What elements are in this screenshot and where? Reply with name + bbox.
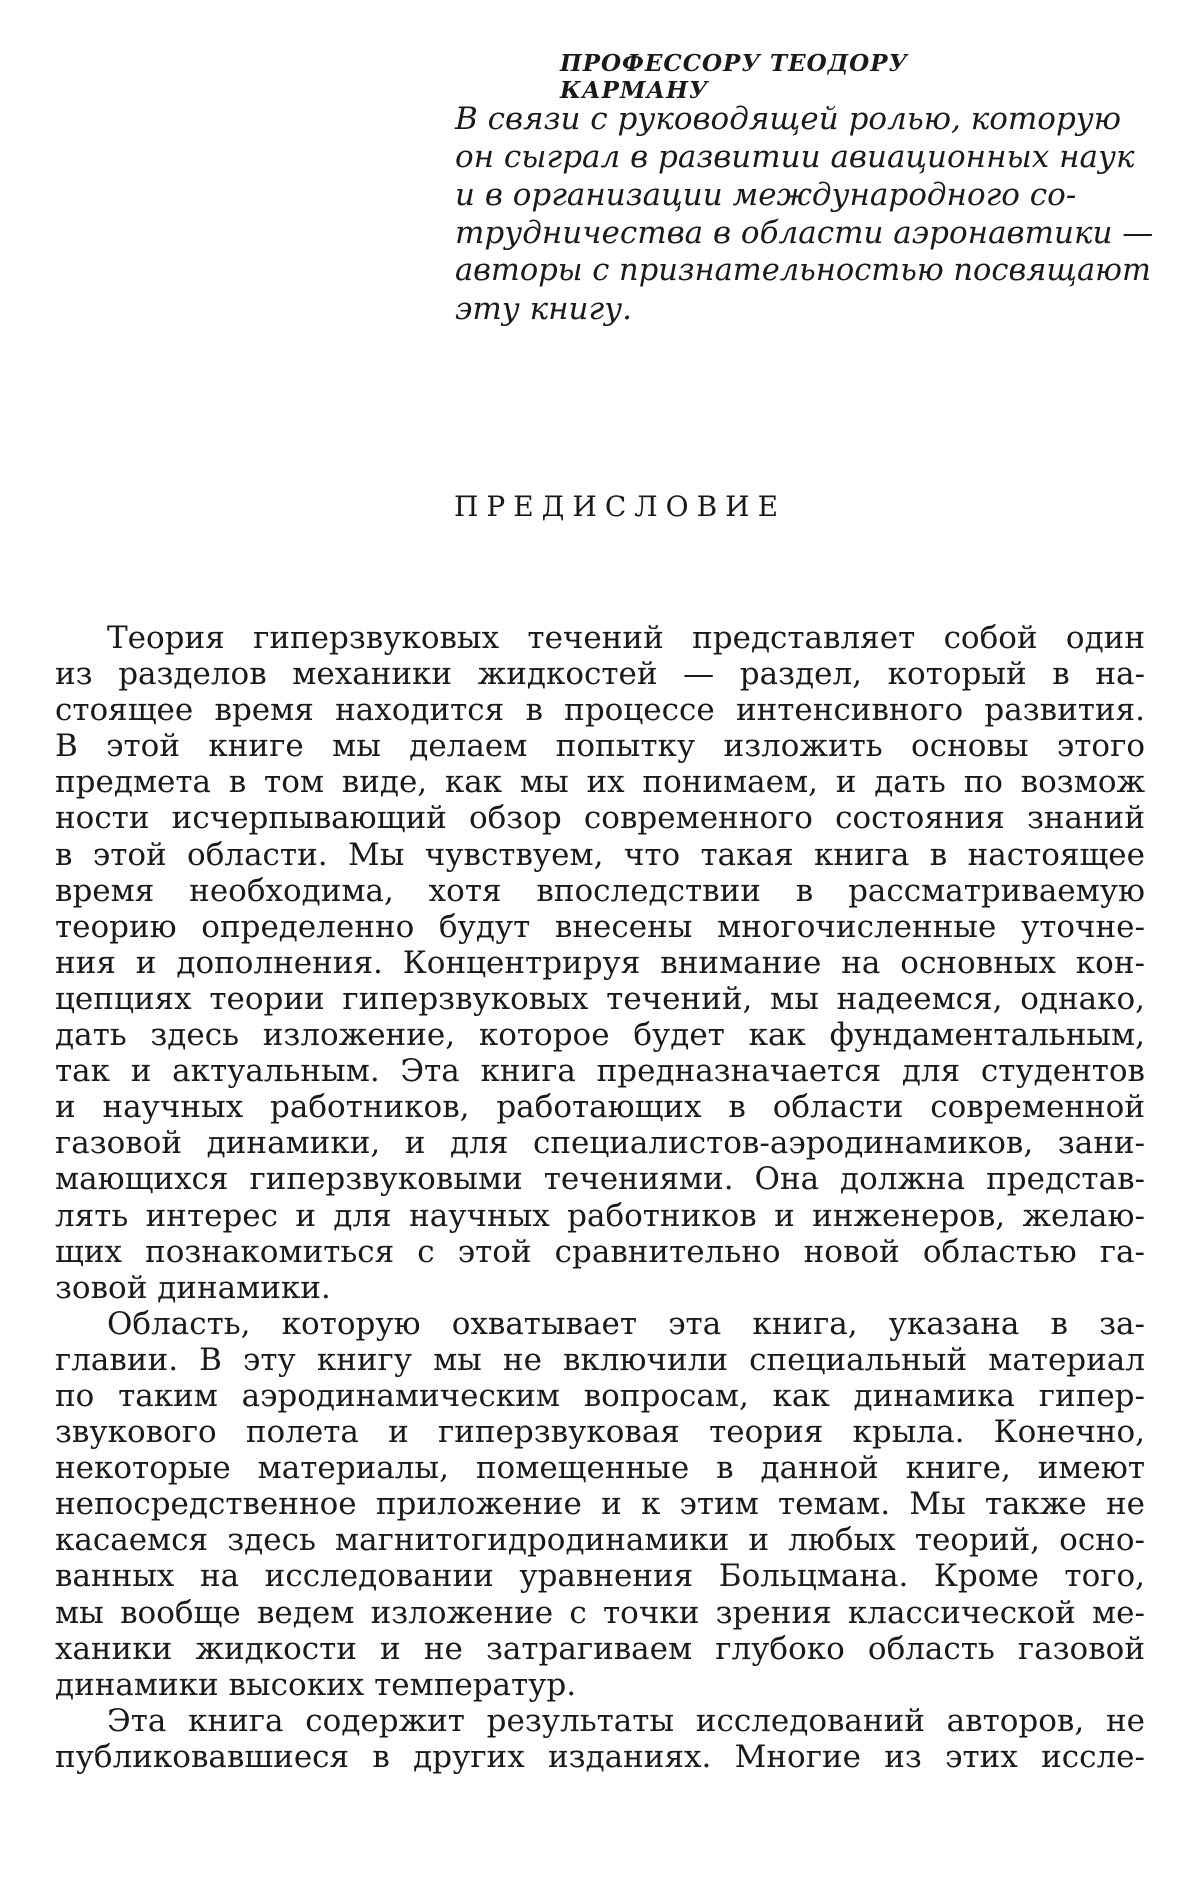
text-line: предмета в том виде, как мы их понимаем, и дать по возмож	[55, 764, 1145, 801]
text-line: теорию определенно будут внесены многочисленные уточне-	[55, 908, 1145, 945]
preface-paragraph-1	[55, 620, 1145, 1306]
dedication-heading: ПРОФЕССОРУ ТЕОДОРУ КАРМАНУ	[560, 50, 909, 104]
text-line: в этой области. Мы чувствуем, что такая книга в настоящее	[55, 836, 1145, 873]
dedication-line: трудничества в области аэронавтики —	[455, 215, 1154, 251]
text-line: звукового полета и гиперзвуковая теория крыла. Конечно,	[55, 1414, 1145, 1451]
text-line: и научных работников, работающих в области современной	[55, 1089, 1145, 1126]
text-line: ванных на исследовании уравнения Больцмана. Кроме того,	[55, 1558, 1145, 1595]
text-line: лять интерес и для научных работников и инженеров, желаю-	[55, 1197, 1145, 1234]
text-line: ности исчерпывающий обзор современного состояния знаний	[55, 800, 1145, 837]
preface-paragraph-3	[55, 1703, 1145, 1775]
text-line: мы вообще ведем изложение с точки зрения классической ме-	[55, 1594, 1145, 1631]
text-line: главии. В эту книгу мы не включили специальный материал	[55, 1341, 1145, 1378]
preface-body	[55, 620, 1145, 1775]
text-line: мающихся гиперзвуковыми течениями. Она должна представ-	[55, 1161, 1145, 1198]
text-line: так и актуальным. Эта книга предназначается для студентов	[55, 1053, 1145, 1090]
text-line: ханики жидкости и не затрагиваем глубоко область газовой	[55, 1630, 1145, 1667]
dedication-line: эту книгу.	[455, 291, 632, 327]
text-line: стоящее время находится в процессе интенсивного развития.	[55, 692, 1145, 729]
text-line: щих познакомиться с этой сравнительно новой областью га-	[55, 1233, 1145, 1270]
text-line: время необходима, хотя впоследствии в рассматриваемую	[55, 872, 1145, 909]
text-line: из разделов механики жидкостей — раздел, который в на-	[55, 656, 1145, 693]
text-line: некоторые материалы, помещенные в данной книге, имеют	[55, 1450, 1145, 1487]
dedication-text	[455, 100, 1155, 328]
dedication-line: В связи с руководящей ролью, которую	[455, 101, 1122, 137]
text-line: газовой динамики, и для специалистов-аэродинамиков, зани-	[55, 1125, 1145, 1162]
text-line: Теория гиперзвуковых течений представляет собой один	[107, 620, 1145, 656]
text-line: по таким аэродинамическим вопросам, как динамика гипер-	[55, 1377, 1145, 1414]
text-line: непосредственное приложение и к этим темам. Мы также не	[55, 1486, 1145, 1523]
preface-title: ПРЕДИСЛОВИЕ	[453, 490, 787, 523]
text-line: Эта книга содержит результаты исследований авторов, не	[107, 1702, 1145, 1739]
text-line: динамики высоких температур.	[55, 1666, 577, 1703]
text-line: ния и дополнения. Концентрируя внимание на основных кон-	[55, 944, 1145, 981]
text-line: публиковавшиеся в других изданиях. Многие из этих иссле-	[55, 1738, 1145, 1775]
dedication-line: авторы с признательностью посвящают	[455, 253, 1151, 288]
text-line: В этой книге мы делаем попытку изложить основы этого	[55, 728, 1145, 765]
dedication-line: он сыграл в развитии авиационных наук	[455, 139, 1135, 175]
text-line: касаемся здесь магнитогидродинамики и любых теорий, осно-	[55, 1522, 1145, 1559]
text-line: цепциях теории гиперзвуковых течений, мы надеемся, однако,	[55, 980, 1145, 1017]
dedication-line: и в организации международного со-	[455, 177, 1077, 213]
text-line: зовой динамики.	[55, 1269, 331, 1306]
preface-paragraph-2	[55, 1306, 1145, 1703]
text-line: Область, которую охватывает эта книга, указана в за-	[107, 1305, 1145, 1342]
text-line: дать здесь изложение, которое будет как фундаментальным,	[55, 1017, 1145, 1054]
